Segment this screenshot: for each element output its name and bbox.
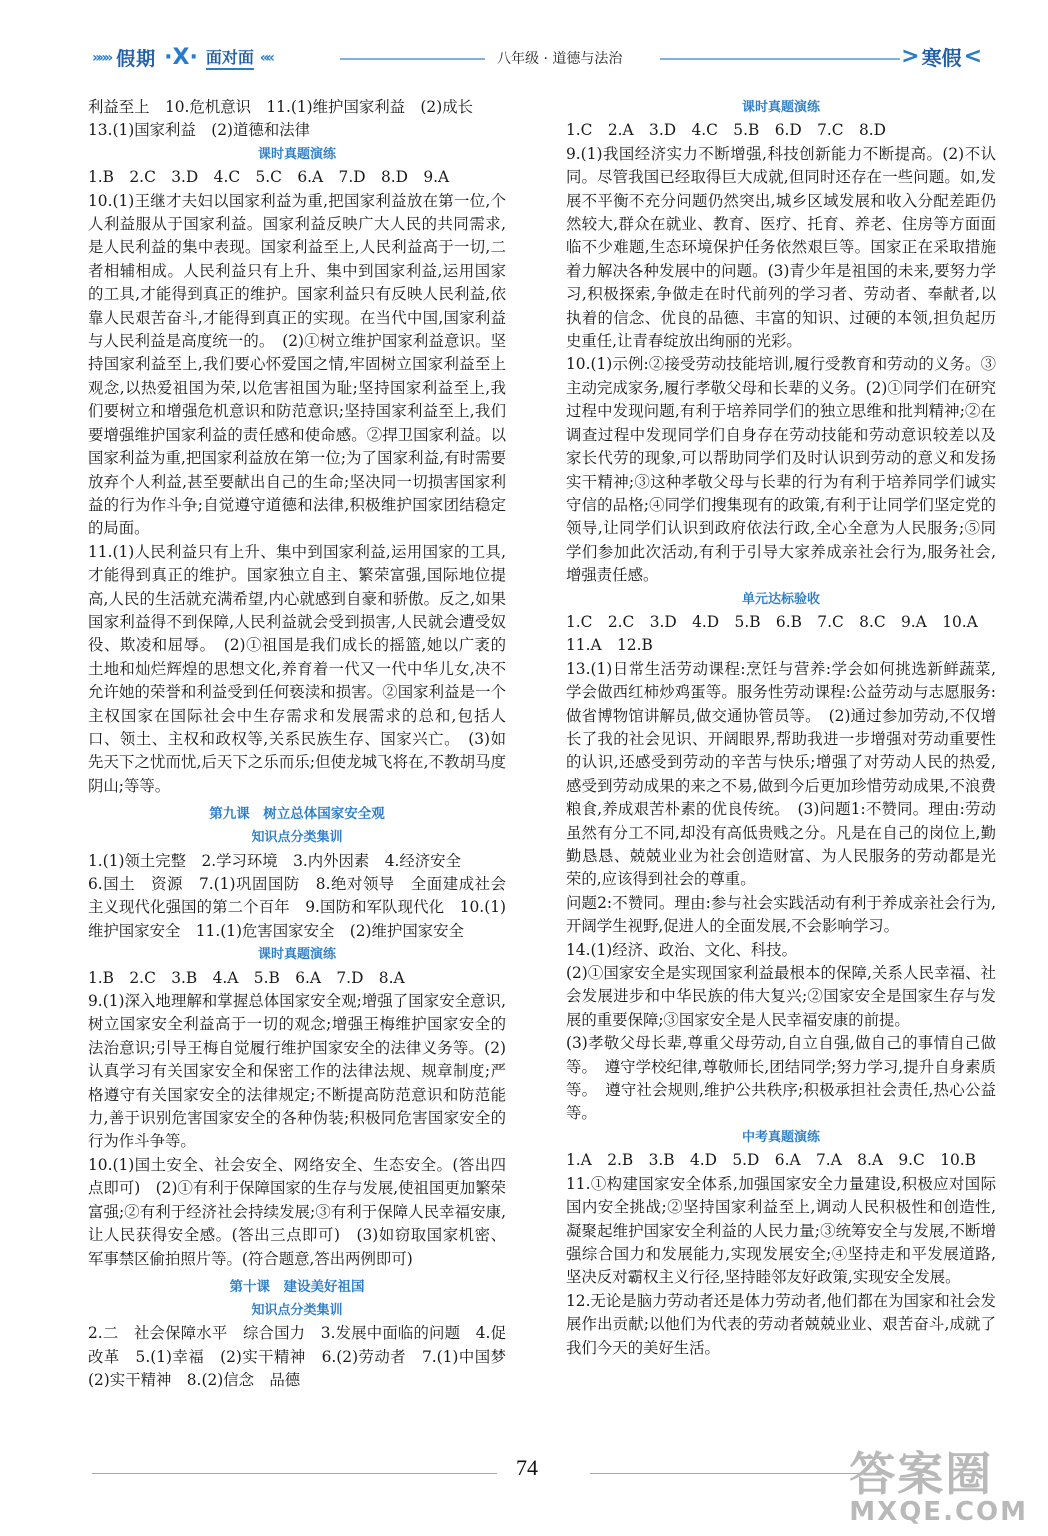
chevron-right-icon: »»» xyxy=(92,49,111,66)
section-heading: 课时真题演练 xyxy=(257,947,336,963)
answer-paragraph: 1.B 2.C 3.B 4.A 5.B 6.A 7.D 8.A xyxy=(88,968,405,987)
answer-paragraph: 13.(1)日常生活劳动课程:烹饪与营养:学会如何挑选新鲜蔬菜,学会做西红柿炒鸡蛋等。服务性劳动课程:公益劳动与志愿服务:做省博物馆讲解员,做交通协管员等。 (2)通过参加劳动,不仅增长了我的社会见识、开阔眼界,帮助我进一步增强对劳动重要性的认识,还感受到劳动的辛苦与快乐;增强了对劳动人民的热爱,感受到劳动成果的来之不易,做到今后更加珍惜劳动成果,不浪费粮食,养成艰苦朴素的优良传统。 (3)问题1:不赞同。理由:劳动虽然有分工不同,却没有高低贵贱之分。凡是在自己的岗位上,勤勤恳恳、兢兢业业为社会创造财富、为人民服务的劳动都是光荣的,应该得到社会的尊重。 xyxy=(566,659,996,889)
lesson-title: 第九课 树立总体国家安全观 xyxy=(209,806,385,823)
answer-paragraph: 9.(1)深入地理解和掌握总体国家安全观;增强了国家安全意识,树立国家安全利益高于一切的观念;增强王梅维护国家安全的法治意识;引导王梅自觉履行维护国家安全的法律义务等。(2)认真学习有关国家安全和保密工作的法律法规、规章制度;严格遵守有关国家安全的法律规定;不断提高防范意识和防范能力,善于识别危害国家安全的各种伪装;积极同危害国家安全的行为作斗争等。 xyxy=(88,992,506,1151)
section-heading: 中考真题演练 xyxy=(741,1129,820,1145)
lesson-title: 第十课 建设美好祖国 xyxy=(229,1278,365,1295)
answer-paragraph: 6.国土 资源 7.(1)巩固国防 8.绝对领导 全面建成社会主义现代化强国的第二个百年 9.国防和军队现代化 10.(1)维护国家安全 11.(1)危害国家安全 (2)维护国家安全 xyxy=(88,875,506,940)
header-divider-right xyxy=(660,58,900,60)
footer-divider-left xyxy=(92,1473,497,1474)
answer-paragraph: 10.(1)示例:②接受劳动技能培训,履行受教育和劳动的义务。③主动完成家务,履行孝敬父母和长辈的义务。(2)①同学们在研究过程中发现问题,有利于培养同学们的独立思维和批判精神;②在调查过程中发现同学们自身存在劳动技能和劳动意识较差以及家长代劳的现象,可以帮助同学们及时认识到劳动的意义和发扬实干精神;③这种孝敬父母与长辈的行为有利于培养同学们诚实守信的品格;④同学们搜集现有的政策,有利于让同学们坚定党的领导,让同学们认识到政府依法行政,全心全意为人民服务;⑤同学们参加此次活动,有利于引导大家养成亲社会行为,服务社会,增强责任感。 xyxy=(566,355,996,585)
answer-paragraph: 问题2:不赞同。理由:参与社会实践活动有利于养成亲社会行为,开阔学生视野,促进人的全面发展,不会影响学习。 xyxy=(566,893,996,936)
answer-paragraph: 1.(1)领土完整 2.学习环境 3.内外因素 4.经济安全 xyxy=(88,851,461,870)
season-label: 寒假 xyxy=(921,46,962,70)
left-column xyxy=(88,96,522,1393)
answer-paragraph: 1.C 2.A 3.D 4.C 5.B 6.D 7.C 8.D xyxy=(566,121,886,140)
answer-paragraph: 12.无论是脑力劳动者还是体力劳动者,他们都在为国家和社会发展作出贡献;以他们为代表的劳动者兢兢业业、艰苦奋斗,成就了我们今天的美好生活。 xyxy=(566,1291,996,1357)
header-subtitle: 八年级 · 道德与法治 xyxy=(497,51,623,67)
answer-paragraph: 11.(1)人民利益只有上升、集中到国家利益,运用国家的工具,才能得到真正的维护。国家独立自主、繁荣富强,国际地位提高,人民的生活就充满希望,内心就感到自豪和骄傲。反之,如果国家利益得不到保障,人民利益就会受到损害,人民就会遭受奴役、欺凌和屈辱。 (2)①祖国是我们成长的摇篮,她以广袤的土地和灿烂辉煌的思想文化,养育着一代又一代中华儿女,决不允许她的荣誉和利益受到任何亵渎和损害。②国家利益是一个主权国家在国际社会中生存需求和发展需求的总和,包括人口、领土、主权和政权等,关系民族生存、国家兴亡。 (3)如先天下之忧而忧,后天下之乐而乐;但使龙城飞将在,不教胡马度阴山;等等。 xyxy=(88,542,506,795)
answer-paragraph: 10.(1)王继才夫妇以国家利益为重,把国家利益放在第一位,个人利益服从于国家利益。国家利益反映广大人民的共同需求,是人民利益的集中表现。国家利益至上,人民利益高于一切,二者相辅相成。人民利益只有上升、集中到国家利益,运用国家的工具,才能得到真正的维护。国家利益只有反映人民利益,依靠人民艰苦奋斗,才能得到真正的实现。在当代中国,国家利益与人民利益是高度统一的。 (2)①树立维护国家利益意识。坚持国家利益至上,我们要心怀爱国之情,牢固树立国家利益至上观念,以热爱祖国为荣,以危害祖国为耻;坚持国家利益至上,我们要树立和增强危机意识和防范意识;坚持国家利益至上,我们要增强维护国家利益的责任感和使命感。②捍卫国家利益。以国家利益为重,把国家利益放在第一位;为了国家利益,有时需要放弃个人利益,甚至要献出自己的生命;坚决同一切损害国家利益的行为作斗争;自觉遵守道德和法律,积极维护国家团结稳定的局面。 xyxy=(88,191,506,538)
page-number: 74 xyxy=(516,1455,538,1480)
section-heading: 课时真题演练 xyxy=(257,146,336,162)
answer-paragraph: 9.(1)我国经济实力不断增强,科技创新能力不断提高。(2)不认同。尽管我国已经取得巨大成就,但同时还存在一些问题。如,发展不平衡不充分问题仍然突出,城乡区域发展和收入分配差距仍然较大,群众在就业、教育、医疗、托育、养老、住房等方面面临不少难题,生态环境保护任务依然艰巨等。国家正在采取措施着力解决各种发展中的问题。(3)青少年是祖国的未来,要努力学习,积极探索,争做走在时代前列的学习者、劳动者、奉献者,以执着的信念、优良的品德、丰富的知识、过硬的本领,担负起历史重任,让青春绽放出绚丽的光彩。 xyxy=(566,144,996,351)
section-heading: 单元达标验收 xyxy=(741,591,820,607)
header-divider-left xyxy=(340,58,485,60)
arrow-left-icon: < xyxy=(963,44,982,69)
answer-paragraph: 13.(1)国家利益 (2)道德和法律 xyxy=(88,121,310,140)
watermark-title: 答案圈 xyxy=(849,1447,994,1501)
answer-paragraph: (2)①国家安全是实现国家利益最根本的保障,关系人民幸福、社会发展进步和中华民族的伟大复兴;②国家安全是国家生存与发展的重要保障;③国家安全是人民幸福安康的前提。 xyxy=(566,964,996,1029)
answer-paragraph: 11.A 12.B xyxy=(566,636,653,655)
answer-paragraph: 14.(1)经济、政治、文化、科技。 xyxy=(566,940,797,959)
page-header xyxy=(0,0,1048,80)
answer-paragraph: 1.B 2.C 3.D 4.C 5.C 6.A 7.D 8.D 9.A xyxy=(88,168,450,187)
answer-paragraph: 11.①构建国家安全体系,加强国家安全力量建设,积极应对国际国内安全挑战;②坚持国家利益至上,调动人民积极性和创造性,凝聚起维护国家安全利益的人民力量;③统筹安全与发展,不断增强综合国力和发展能力,实现发展安全;④坚持走和平发展道路,坚决反对霸权主义行径,坚持睦邻友好政策,实现安全发展。 xyxy=(566,1174,996,1287)
answer-paragraph: 1.A 2.B 3.B 4.D 5.D 6.A 7.A 8.A 9.C 10.B xyxy=(566,1151,976,1170)
answer-paragraph: 利益至上 10.危机意识 11.(1)维护国家利益 (2)成长 xyxy=(88,98,473,116)
arrow-right-icon: > xyxy=(901,44,920,69)
footer-divider-right xyxy=(590,1473,880,1474)
answer-paragraph: 1.C 2.C 3.D 4.D 5.B 6.B 7.C 8.C 9.A 10.A xyxy=(566,612,978,631)
section-heading: 课时真题演练 xyxy=(741,100,820,115)
season-badge xyxy=(901,42,982,71)
brand-x-icon: ·X· xyxy=(164,45,198,70)
answer-paragraph: (3)孝敬父母长辈,尊重父母劳动,自立自强,做自己的事情自己做等。 遵守学校纪律,尊敬师长,团结同学;努力学习,提升自身素质等。 遵守社会规则,维护公共秩序;积极承担社会责任,热心公益等。 xyxy=(566,1034,996,1123)
chevron-left-icon: «« xyxy=(259,49,272,66)
right-column xyxy=(566,96,996,1360)
section-heading: 知识点分类集训 xyxy=(251,1302,343,1318)
brand-right-text: 面对面 xyxy=(206,45,254,70)
brand-logo xyxy=(92,44,272,71)
watermark-logo xyxy=(849,1447,1028,1527)
section-heading: 知识点分类集训 xyxy=(251,830,343,846)
answer-paragraph: 2.二 社会保障水平 综合国力 3.发展中面临的问题 4.促改革 5.(1)幸福 (2)实干精神 6.(2)劳动者 7.(1)中国梦 (2)实干精神 8.(2)信念 品德 xyxy=(88,1324,522,1390)
answer-paragraph: 10.(1)国土安全、社会安全、网络安全、生态安全。(答出四点即可) (2)①有利于保障国家的生存与发展,使祖国更加繁荣富强;②有利于经济社会持续发展;③有利于保障人民幸福安康,让人民获得安全感。(答出三点即可) (3)如窃取国家机密、军事禁区偷拍照片等。(符合题意,答出两例即可) xyxy=(88,1155,506,1268)
watermark-url: MXQE.COM xyxy=(849,1497,1028,1527)
brand-left-text: 假期 xyxy=(116,48,157,70)
